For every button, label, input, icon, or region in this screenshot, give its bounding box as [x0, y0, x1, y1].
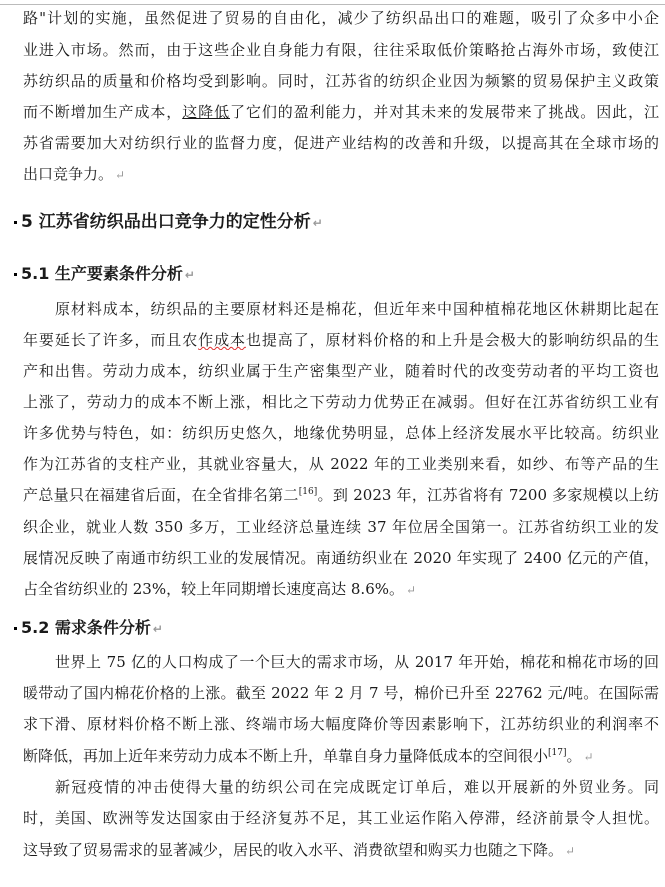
body-line: 上涨了，劳动力的成本不断上涨，相比之下劳动力优势正在减弱。但好在江苏省纺织工业有 [23, 393, 659, 411]
paragraph-mark: ↵ [152, 622, 163, 636]
body-line: 世界上 75 亿的人口构成了一个巨大的需求市场，从 2017 年开始，棉花和棉花市场的回 [55, 653, 659, 671]
body-line: 年要延长了许多，而且农作成本也提高了，原材料价格的和上升是会极大的影响纺织品的生 [23, 331, 659, 349]
body-line: 断降低，再加上近年来劳动力成本不断上升，单靠自身力量降低成本的空间很小[17]。 ↵ [23, 747, 594, 765]
body-line: 业进入市场。然而，由于这些企业自身能力有限，往往采取低价策略抢占海外市场，致使江 [23, 41, 659, 59]
paragraph-mark: ↵ [115, 168, 126, 182]
body-line: 求下滑、原材料价格不断上涨、终端市场大幅度降价等因素影响下，江苏纺织业的利润率不 [23, 715, 659, 733]
body-line: 这导致了贸易需求的显著减少，居民的收入水平、消费欲望和购买力也随之下降。 ↵ [23, 841, 576, 859]
subsection-heading: 5.1 生产要素条件分析 ↵ [14, 263, 195, 286]
body-line: 原材料成本，纺织品的主要原材料还是棉花，但近年来中国种植棉花地区休耕期比起在 [55, 300, 659, 318]
body-line: 时，美国、欧洲等发达国家由于经济复苏不足，其工业运作陷入停滞，经济前景令人担忧。 [23, 809, 659, 827]
body-line: 作为江苏省的支柱产业，其就业容量大，从 2022 年的工业类别来看，如纱、布等产品的生 [23, 455, 659, 473]
bullet-icon [14, 273, 17, 276]
paragraph-mark: ↵ [583, 750, 594, 764]
body-line: 产和出售。劳动力成本，纺织业属于生产密集型产业，随着时代的改变劳动者的平均工资也 [23, 362, 659, 380]
spellcheck-squiggle: 作成本 [198, 331, 246, 349]
body-line: 占全省纺织业的 23%，较上年同期增长速度高达 8.6%。 ↵ [23, 580, 417, 598]
paragraph-mark: ↵ [406, 583, 417, 597]
body-line: 苏纺织品的质量和价格均受到影响。同时，江苏省的纺织企业因为频繁的贸易保护主义政策 [23, 72, 659, 90]
paragraph-mark: ↵ [565, 844, 576, 858]
header-rule [0, 0, 665, 5]
underlined-text: 这降低 [182, 103, 231, 121]
body-line: 产总量只在福建省后面，在全省排名第二[16]。到 2023 年，江苏省将有 7200 多家规模以上纺 [23, 486, 659, 504]
bullet-icon [14, 221, 17, 224]
paragraph-mark: ↵ [312, 216, 323, 230]
body-line: 路"计划的实施，虽然促进了贸易的自由化，减少了纺织品出口的难题，吸引了众多中小企 [23, 9, 659, 27]
subsection-heading: 5.2 需求条件分析 ↵ [14, 617, 163, 640]
body-line: 许多优势与特色，如：纺织历史悠久，地缘优势明显，总体上经济发展水平比较高。纺织业 [23, 424, 659, 442]
citation-ref: [17] [548, 748, 567, 758]
body-line: 苏省需要加大对纺织行业的监督力度，促进产业结构的改善和升级，以提高其在全球市场的 [23, 134, 659, 152]
body-line: 暖带动了国内棉花价格的上涨。截至 2022 年 2 月 7 号，棉价已升至 22762 元/吨。在国际需 [23, 684, 659, 702]
paragraph-mark: ↵ [184, 268, 195, 282]
section-heading: 5 江苏省纺织品出口竞争力的定性分析 ↵ [14, 210, 323, 235]
body-line: 新冠疫情的冲击使得大量的纺织公司在完成既定订单后，难以开展新的外贸业务。同 [55, 778, 659, 796]
body-line: 而不断增加生产成本，这降低了它们的盈利能力，并对其未来的发展带来了挑战。因此，江 [23, 103, 659, 121]
citation-ref: [16] [298, 487, 318, 497]
body-line: 织企业，就业人数 350 多万，工业经济总量连续 37 年位居全国第一。江苏省纺织工业的发 [23, 518, 659, 536]
body-line: 出口竞争力。 ↵ [23, 165, 126, 183]
body-line: 展情况反映了南通市纺织工业的发展情况。南通纺织业在 2020 年实现了 2400 亿元的产值， [23, 549, 659, 567]
bullet-icon [14, 627, 17, 630]
